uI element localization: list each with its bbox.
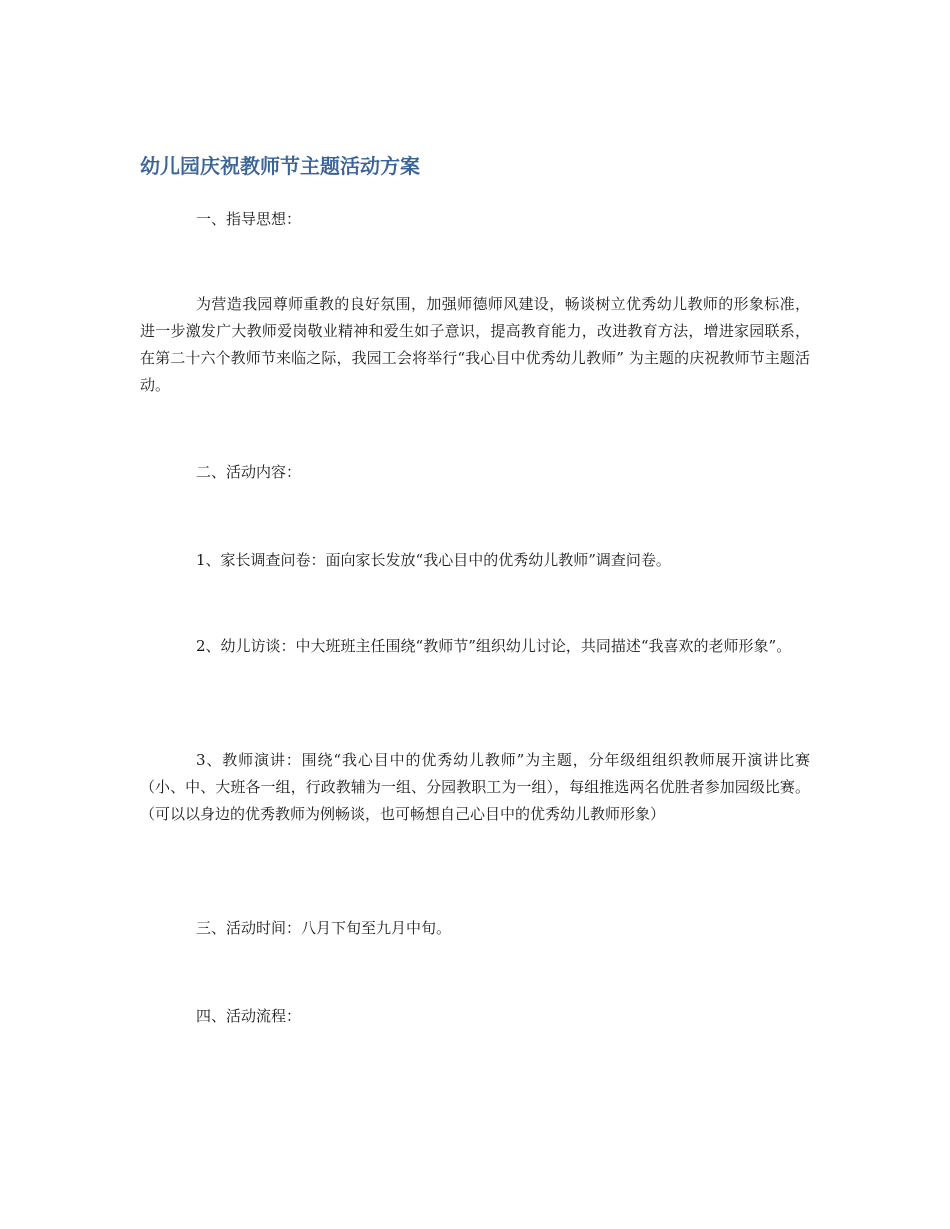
section-heading-guiding-ideology: 一、指导思想： [196, 210, 302, 228]
list-item-teacher-speech: 3、教师演讲：围绕“我心目中的优秀幼儿教师”为主题，分年级组组织教师展开演讲比赛（小、中、大班各一组，行政教辅为一组、分园教职工为一组），每组推选两名优胜者参加园级比赛。（可以以身边的优秀教师为例畅谈，也可畅想自己心目中的优秀幼儿教师形象） [140, 751, 810, 823]
section-heading-activity-process: 四、活动流程： [196, 1007, 302, 1025]
document-title: 幼儿园庆祝教师节主题活动方案 [140, 154, 420, 178]
section-heading-activity-content: 二、活动内容： [196, 463, 302, 481]
list-item-parent-survey: 1、家长调查问卷：面向家长发放“我心目中的优秀幼儿教师”调查问卷。 [196, 551, 671, 569]
section-heading-activity-time: 三、活动时间：八月下旬至九月中旬。 [196, 919, 452, 937]
paragraph-purpose: 为营造我园尊师重教的良好氛围，加强师德师风建设，畅谈树立优秀幼儿教师的形象标准，进一步激发广大教师爱岗敬业精神和爱生如子意识，提高教育能力，改进教育方法，增进家园联系，在第二十六个教师节来临之际，我园工会将举行“我心目中优秀幼儿教师” 为主题的庆祝教师节主题活动。 [140, 295, 810, 394]
list-item-child-interview: 2、幼儿访谈：中大班班主任围绕“教师节”组织幼儿讨论，共同描述“我喜欢的老师形象”。 [196, 637, 792, 655]
